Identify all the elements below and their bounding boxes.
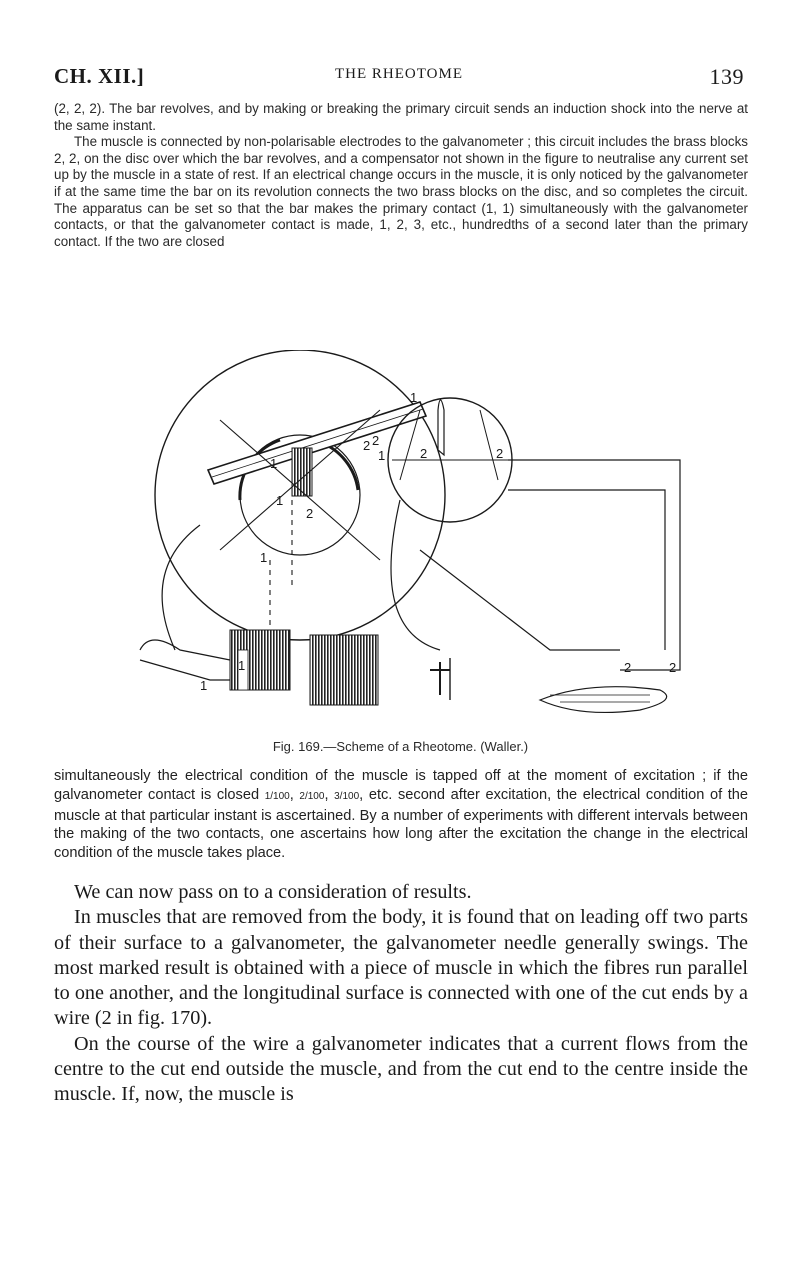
figure-label: 2 xyxy=(624,660,632,675)
text-part: simultaneously the electrical condition of the muscle is tapped off at the moment of excitation ; if the galvanometer contact is closed xyxy=(54,768,748,803)
figure-label: 1 xyxy=(260,550,268,565)
figure-caption: Fig. 169.—Scheme of a Rheotome. (Waller.) xyxy=(272,739,529,754)
figure-label: 2 xyxy=(306,506,314,521)
fraction: 2/100 xyxy=(299,790,325,802)
figure-label: 1 xyxy=(276,493,284,508)
figure-label: 2 xyxy=(669,660,677,675)
figure-label: 1 xyxy=(200,678,208,693)
muscle-preparation xyxy=(540,687,667,713)
paragraph: On the course of the wire a galvanometer indicates that a current flows from the centre to the cut end outside the muscle, and from the cut end to the centre inside the muscle. If, now, the muscle is xyxy=(54,1032,748,1106)
middle-text-block xyxy=(54,767,748,863)
rheotome-figure xyxy=(120,350,720,728)
induction-coil xyxy=(310,635,378,705)
paragraph: simultaneously the electrical condition of the muscle is tapped off at the moment of excitation ; if the galvanometer contact is closed 1/100, 2/100, 3/100, etc. second after excitation, the electrical condition of the muscle at that particular instant is ascertained. By a number of experiments with different intervals between the making of the two contacts, one ascertains how long after the excitation the change in the electrical condition of the muscle takes place. xyxy=(54,768,749,862)
paragraph: We can now pass on to a consideration of results. xyxy=(74,881,472,903)
figure-label: 1 xyxy=(410,390,418,405)
figure-label: 1 xyxy=(378,448,386,463)
top-text-block xyxy=(54,101,748,250)
figure-label: 1 xyxy=(238,658,246,673)
paragraph: (2, 2, 2). The bar revolves, and by making or breaking the primary circuit sends an induction shock into the nerve at the same instant. xyxy=(54,101,748,133)
running-title: THE RHEOTOME xyxy=(335,66,463,82)
figure-label: 2 xyxy=(496,446,504,461)
figure-label: 2 xyxy=(420,446,428,461)
fraction: 3/100 xyxy=(334,790,360,802)
page-number: 139 xyxy=(709,64,744,89)
large-text-block xyxy=(54,880,748,1108)
paragraph: The muscle is connected by non-polarisable electrodes to the galvanometer ; this circuit includes the brass blocks 2, 2, on the disc over which the bar revolves, and a compensator not shown in the figure to neutralise any current set up by the muscle in a state of rest. If an electrical change occurs in the muscle, it is only noticed by the galvanometer if at the same time the bar on its revolution connects the two brass blocks on the disc, and so completes the circuit. The apparatus can be set so that the bar makes the primary contact (1, 1) simultaneously with the galvanometer contacts, or that the galvanometer contact is made, 1, 2, 3, etc., hundredths of a second later than the primary contact. If the two are closed xyxy=(54,134,748,249)
rheotome-diagram xyxy=(120,350,720,728)
running-header xyxy=(54,64,744,96)
figure-label: 2 xyxy=(363,438,371,453)
chapter-label: CH. XII.] xyxy=(54,64,145,88)
figure-label: 2 xyxy=(372,433,380,448)
figure-label: 1 xyxy=(270,456,278,471)
paragraph: In muscles that are removed from the body, it is found that on leading off two parts of their surface to a galvanometer, the galvanometer needle generally swings. The most marked result is obtained with a piece of muscle in which the fibres run parallel to one another, and the longitudinal surface is connected with one of the cut ends by a wire (2 in fig. 170). xyxy=(54,906,748,1030)
fraction: 1/100 xyxy=(264,790,290,802)
text-part: etc. second after excitation, the electrical condition of the muscle at that particular instant is ascertained. By a number of experiments with different intervals between the making of the two contacts, one ascertains how long after the excitation the change in the electrical condition of the muscle takes place. xyxy=(54,786,749,862)
